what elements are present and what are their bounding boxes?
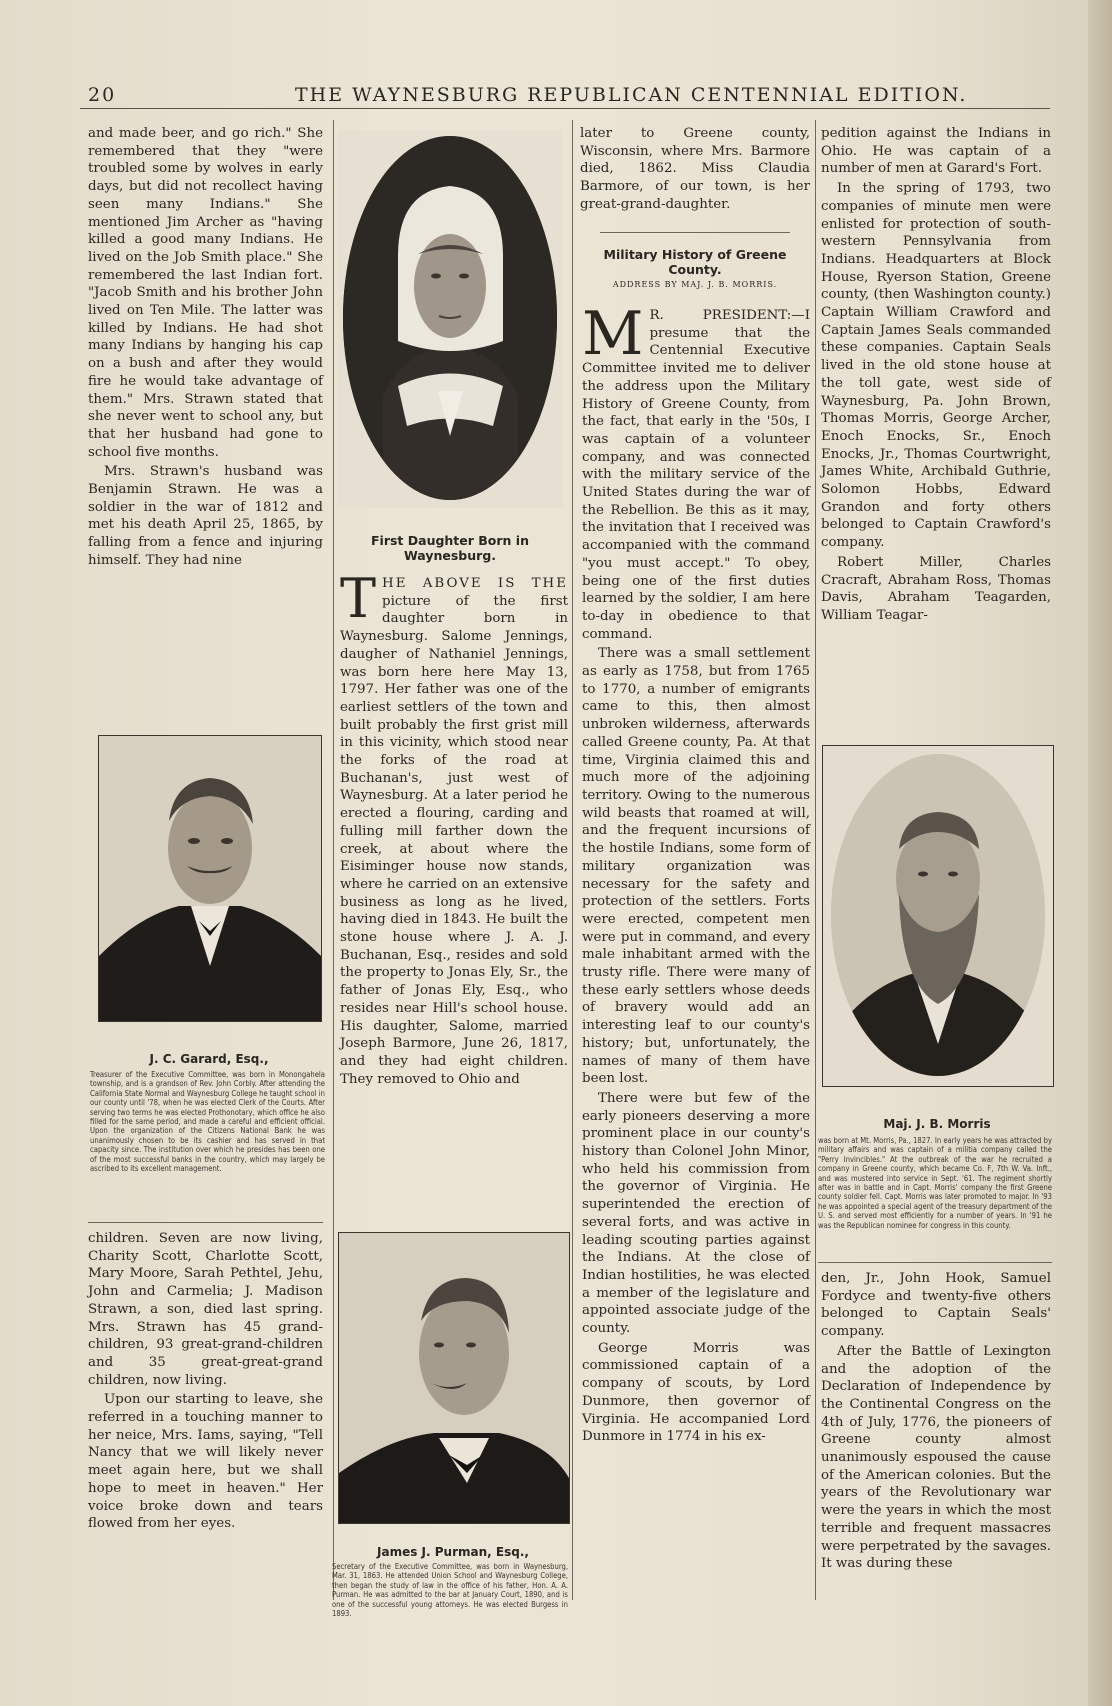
running-head [80, 84, 1050, 109]
morris-caption-bio: was born at Mt. Morris, Pa., 1827. In early years he was attracted by military affairs and was captain of a militia company called the "Perry Invincibles." At the outbreak of the war he recruited a company in Greene county, which became Co. F, 7th W. Va. Inft., and was mustered into service in Sept. '61. The regiment shortly after was in battle and in Capt. Morris' company the first Greene county soldier fell. Capt. Morris was later promoted to major. In '93 he was appointed a special agent of the treasury department of the U. S. and served most efficiently for a number of years. In '91 he was the Republican nominee for congress in this county. [818, 1136, 1052, 1230]
article-paragraph: Upon our starting to leave, she referred in a touching manner to her neice, Mrs. Iams, saying, "Tell Nancy that we will likely never meet again here, but we shall hope to meet in heaven." Her voice broke down and tears flowed from her eyes. [88, 1392, 323, 1532]
article-paragraph [340, 567, 568, 1088]
purman-caption-title: James J. Purman, Esq., [377, 1545, 529, 1559]
column-2-body [340, 567, 568, 1090]
column-4-top [821, 125, 1051, 627]
article-paragraph: George Morris was commissioned captain of a company of scouts, by Lord Dunmore, then governor of Virginia. He accompanied Lord Dunmore in 1774 in his ex- [582, 1340, 810, 1445]
article-paragraph [582, 299, 810, 643]
article-paragraph: den, Jr., John Hook, Samuel Fordyce and twenty-five others belonged to Captain Seals' company. [821, 1271, 1051, 1340]
section-rule [818, 1262, 1052, 1263]
article-paragraph: children. Seven are now living, Charity Scott, Charlotte Scott, Mary Moore, Sarah Pethtel, Jehu, John and Carmelia; J. Madison Strawn, a son, died last spring. Mrs. Strawn has 45 grand-children, 93 great-grand-children and 35 great-great-grand children, now living. [88, 1231, 323, 1388]
article-paragraph: There were but few of the early pioneers deserving a more prominent place in our county's history than Colonel John Minor, who held his commission from the governor of Virginia. He superintended the erection of several forts, and was active in leading scouting parties against the Indians. At the close of Indian hostilities, he was elected a member of the legislature and appointed associate judge of the county. [582, 1090, 810, 1337]
garard-caption-bio: Treasurer of the Executive Committee, was born in Monongahela township, and is a grandson of Rev. John Corbly. After attending the California State Normal and Waynesburg College he taught school in our county until '78, when he was elected Clerk of the Courts. After serving two terms he was elected Prothonotary, which office he also filled for the same period, and made a careful and efficient official. Upon the organization of the Citizens National Bank he was unanimously chosen to be its cashier and has served in that capacity since. The institution over which he presides has been one of the most successful banks in the country, which may largely be ascribed to its excellent management. [90, 1070, 325, 1174]
article-text: picture of the first daughter born in Waynesburg. Salome Jennings, daugher of Nathaniel Jennings, was born here here May 13, 1797. Her father was one of the earliest settlers of the town and built probably the first grist mill in this vicinity, which stood near the forks of the road at Buchanan's, just west of Waynesburg. At a later period he erected a flouring, carding and fulling mill farther down the creek, at about where the Eisiminger house now stands, where he carried on an extensive business as long as he lived, having died in 1843. He built the stone house where J. A. J. Buchanan, Esq., resides and sold the property to Jonas Ely, Sr., the father of Jonas Ely, Esq., who resides near Hill's school house. His daughter, Salome, married Joseph Barmore, June 26, 1817, and they had eight children. They removed to Ohio and [340, 593, 568, 1087]
morris-caption-title: Maj. J. B. Morris [883, 1117, 991, 1131]
jennings-portrait [338, 130, 563, 508]
page-number: 20 [88, 84, 117, 106]
article-paragraph: Mrs. Strawn's husband was Benjamin Strawn. He was a soldier in the war of 1812 and met his death April 25, 1865, by falling from a fence and injuring himself. They had nine [88, 464, 323, 568]
column-rule [333, 120, 334, 1600]
column-rule [815, 120, 816, 1600]
drop-cap: M [582, 299, 644, 369]
column-1-bottom [88, 1230, 323, 1535]
drop-cap: T [340, 567, 377, 630]
military-history-heading: Military History of Greene County. [603, 247, 787, 277]
section-rule [600, 232, 790, 233]
article-text: R. PRESIDENT:—I presume that the Centennial Executive Committee invited me to deliver the address upon the Military History of Greene County, from the fact, that early in the '50s, I was captain of a volunteer company, and was connected with the military service of the United States during the war of the Rebellion. Be this as it may, the invitation that I received was accompanied with the command "you must accept." To obey, being one of the first duties learned by the soldier, I am here to-day in obedience to that command. [582, 308, 810, 642]
jennings-caption-title: First Daughter Born in Waynesburg. [371, 533, 529, 563]
article-paragraph: and made beer, and go rich." She remembered that they "were troubled some by wolves in early days, but did not recollect having seen many Indians." She mentioned Jim Archer as "having killed a good many Indians. He lived on the Job Smith place." She remembered the last Indian fort. "Jacob Smith and his brother John lived on Ten Mile. The latter was killed by Indians. He had shot many Indians by hanging his cap on a bush and after they would fire he would take advantage of them." Mrs. Strawn stated that she never went to school any, but that her husband had gone to school five months. [88, 126, 323, 460]
garard-caption-title: J. C. Garard, Esq., [149, 1052, 269, 1066]
lead-caps: HE ABOVE IS THE [382, 576, 568, 591]
article-paragraph: Robert Miller, Charles Cracraft, Abraham Ross, Thomas Davis, Abraham Teagarden, William Teagar- [821, 554, 1051, 623]
morris-portrait [822, 745, 1054, 1087]
purman-caption-bio: Secretary of the Executive Committee, was born in Waynesburg, Mar. 31, 1863. He attended Union School and Waynesburg College, then began the study of law in the office of his father, Hon. A. A. Purman. He was admitted to the bar at January Court, 1890, and is one of the successful young attorneys. He was elected Burgess in 1893. [332, 1562, 568, 1619]
article-paragraph: There was a small settlement as early as 1758, but from 1765 to 1770, a number of emigrants came to this, then almost unbroken wilderness, afterwards called Greene county, Pa. At that time, Virginia claimed this and much more of the adjoining territory. Owing to the numerous wild beasts that roamed at will, and the frequent incursions of the hostile Indians, some form of military organization was necessary for the safety and protection of the settlers. Forts were erected, competent men were put in command, and every male inhabitant armed with the trusty rifle. There were many of these early settlers whose deeds of bravery would add an interesting leaf to our county's history; but, unfortunately, the names of many of them have been lost. [582, 646, 810, 1087]
publication-title: THE WAYNESBURG REPUBLICAN CENTENNIAL EDITION. [295, 84, 968, 106]
column-3-body [582, 299, 810, 1448]
article-paragraph: pedition against the Indians in Ohio. He was captain of a number of men at Garard's Fort. [821, 126, 1051, 177]
section-rule [88, 1222, 323, 1223]
column-4-bottom [821, 1270, 1051, 1575]
column-rule [572, 120, 573, 1600]
page-edge [1088, 0, 1112, 1706]
column-1-top [88, 125, 323, 572]
article-paragraph: In the spring of 1793, two companies of minute men were enlisted for protection of south-western Pennsylvania from Indians. Headquarters at Block House, Ryerson Station, Greene county, (then Washington county.) Captain William Crawford and Captain James Seals commanded these companies. Captain Seals lived in the old stone house at the toll gate, west side of Waynesburg, Pa. John Brown, Thomas Morris, George Archer, Enoch Enocks, Sr., Enoch Enocks, Jr., Thomas Courtwright, James White, Archibald Guthrie, Solomon Hobbs, Edward Grandon and forty others belonged to Captain Crawford's company. [821, 181, 1051, 551]
article-paragraph: later to Greene county, Wisconsin, where Mrs. Barmore died, 1862. Miss Claudia Barmore, of our town, is her great-grand-daughter. [580, 126, 810, 212]
article-paragraph: After the Battle of Lexington and the adoption of the Declaration of Independence by the Continental Congress on the 4th of July, 1776, the pioneers of Greene county almost unanimously espoused the cause of the American colonies. But the years of the Revolutionary war were the years in which the most terrible and frequent massacres were perpetrated by the savages. It was during these [821, 1343, 1051, 1572]
address-byline: ADDRESS BY MAJ. J. B. MORRIS. [612, 280, 778, 289]
garard-portrait [98, 735, 322, 1022]
purman-portrait [338, 1232, 570, 1524]
column-3-top [580, 125, 810, 216]
